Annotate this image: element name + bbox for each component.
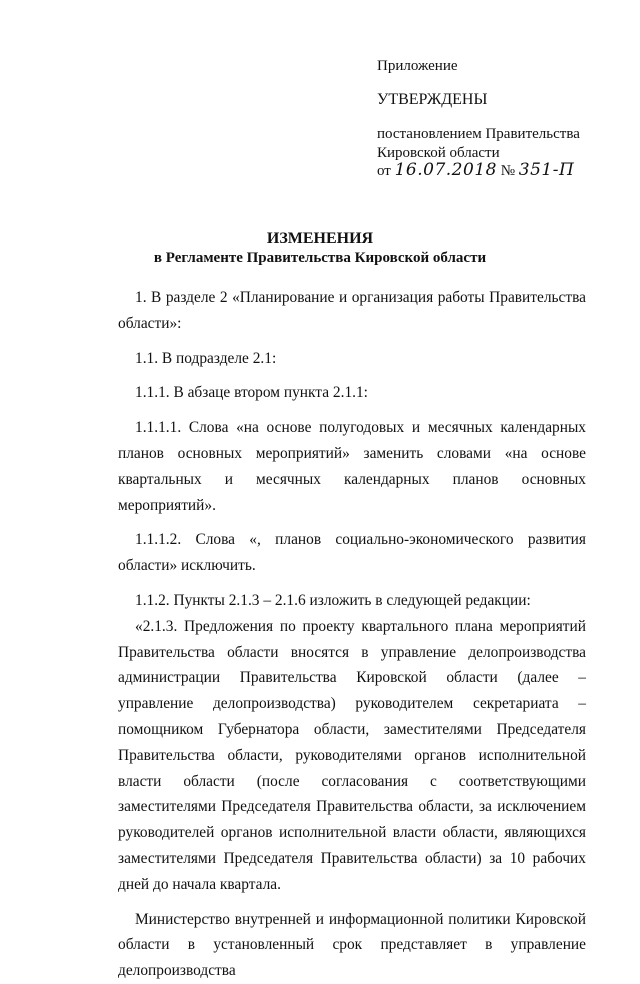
resolution-line-1: постановлением Правительства xyxy=(377,126,580,142)
paragraph-2: 1.1. В подразделе 2.1: xyxy=(135,349,277,367)
date-prefix: от xyxy=(377,163,391,179)
paragraph-3: 1.1.1. В абзаце втором пункта 2.1.1: xyxy=(135,384,368,402)
document-subtitle: в Регламенте Правительства Кировской области xyxy=(153,250,487,266)
approved-label: УТВЕРЖДЕНЫ xyxy=(377,91,488,108)
paragraph-1: 1. В разделе 2 «Планирование и организация работы Правительства области»: xyxy=(118,289,586,332)
document-title: ИЗМЕНЕНИЯ xyxy=(266,230,374,247)
document-body xyxy=(118,285,586,984)
paragraph-5: 1.1.1.2. Слова «, планов социально-экономического развития области» исключить. xyxy=(118,531,586,575)
paragraph-6: 1.1.2. Пункты 2.1.3 – 2.1.6 изложить в следующей редакции: xyxy=(135,591,531,609)
handwritten-date: 16.07.2018 xyxy=(394,160,497,180)
paragraph-8: Министерство внутренней и информационной политики Кировской области в установленный срок представляет в управление делопроизводства xyxy=(118,910,586,980)
paragraph-4: 1.1.1.1. Слова «на основе полугодовых и месячных календарных планов основных мероприятий» заменить словами «на основе квартальных и месячных календарных планов основных мероприятий». xyxy=(118,419,586,514)
resolution-line-2: Кировской области xyxy=(377,145,500,161)
paragraph-7: «2.1.3. Предложения по проекту квартального плана мероприятий Правительства области вносятся в управление делопроизводства администрации Правительства Кировской области (далее – управление делопроизводства) руководителем секретариата – помощником Губернатора области, заместителями Председателя Правительства области, руководителями органов исполнительной власти области (после согласования с соответствующими заместителями Председателя Правительства области, за исключением руководителей органов исполнительной власти области, являющихся заместителями Председателя Правительства области) за 10 рабочих дней до начала квартала. xyxy=(118,617,586,893)
appendix-label: Приложение xyxy=(377,58,458,74)
handwritten-number: 351-П xyxy=(518,160,575,180)
number-prefix: № xyxy=(500,163,516,179)
resolution-date-line xyxy=(377,161,574,181)
